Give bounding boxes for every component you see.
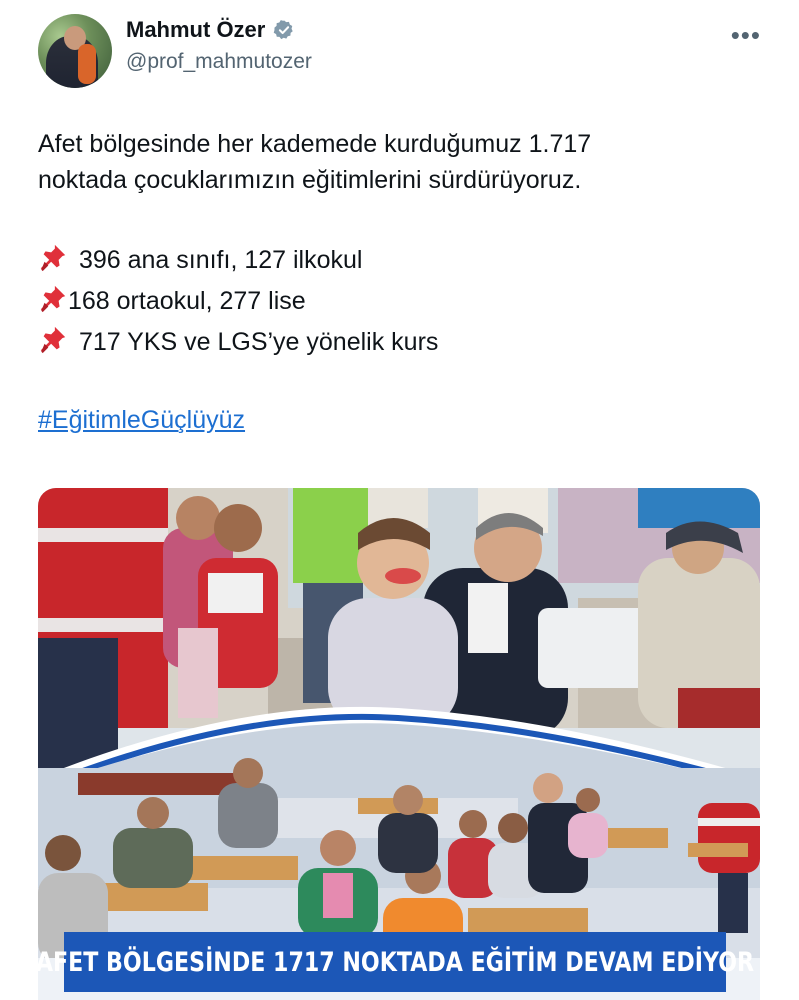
pushpin-icon xyxy=(38,242,68,272)
author-handle[interactable]: @prof_mahmutozer xyxy=(126,50,312,73)
list-item xyxy=(38,242,738,278)
author-avatar[interactable] xyxy=(38,14,112,88)
author-name-row[interactable] xyxy=(126,17,295,43)
media-banner xyxy=(35,918,755,998)
verified-badge-icon xyxy=(273,19,295,41)
media-banner-bar xyxy=(35,932,755,992)
list-item-text: 168 ortaokul, 277 lise xyxy=(68,287,306,315)
list-item xyxy=(38,283,738,319)
pushpin-icon xyxy=(38,324,68,354)
list-item-text: 717 YKS ve LGS’ye yönelik kurs xyxy=(72,328,439,356)
author-name[interactable]: Mahmut Özer xyxy=(126,17,266,42)
tweet-line-1: Afet bölgesinde her kademede kurduğumuz 1.717 xyxy=(38,130,592,158)
list-item-text: 396 ana sınıfı, 127 ilkokul xyxy=(72,246,363,274)
hashtag-link[interactable]: #EğitimleGüçlüyüz xyxy=(38,406,246,434)
media-banner-text: AFET BÖLGESİNDE 1717 NOKTADA EĞİTİM DEVAM EDİYOR xyxy=(35,946,755,978)
pushpin-icon xyxy=(38,283,68,313)
tweet-line-2: noktada çocuklarımızın eğitimlerini sürdürüyoruz. xyxy=(38,166,582,194)
list-item xyxy=(38,324,738,360)
more-options-icon[interactable]: ••• xyxy=(730,20,761,50)
tweet-text xyxy=(38,126,738,438)
